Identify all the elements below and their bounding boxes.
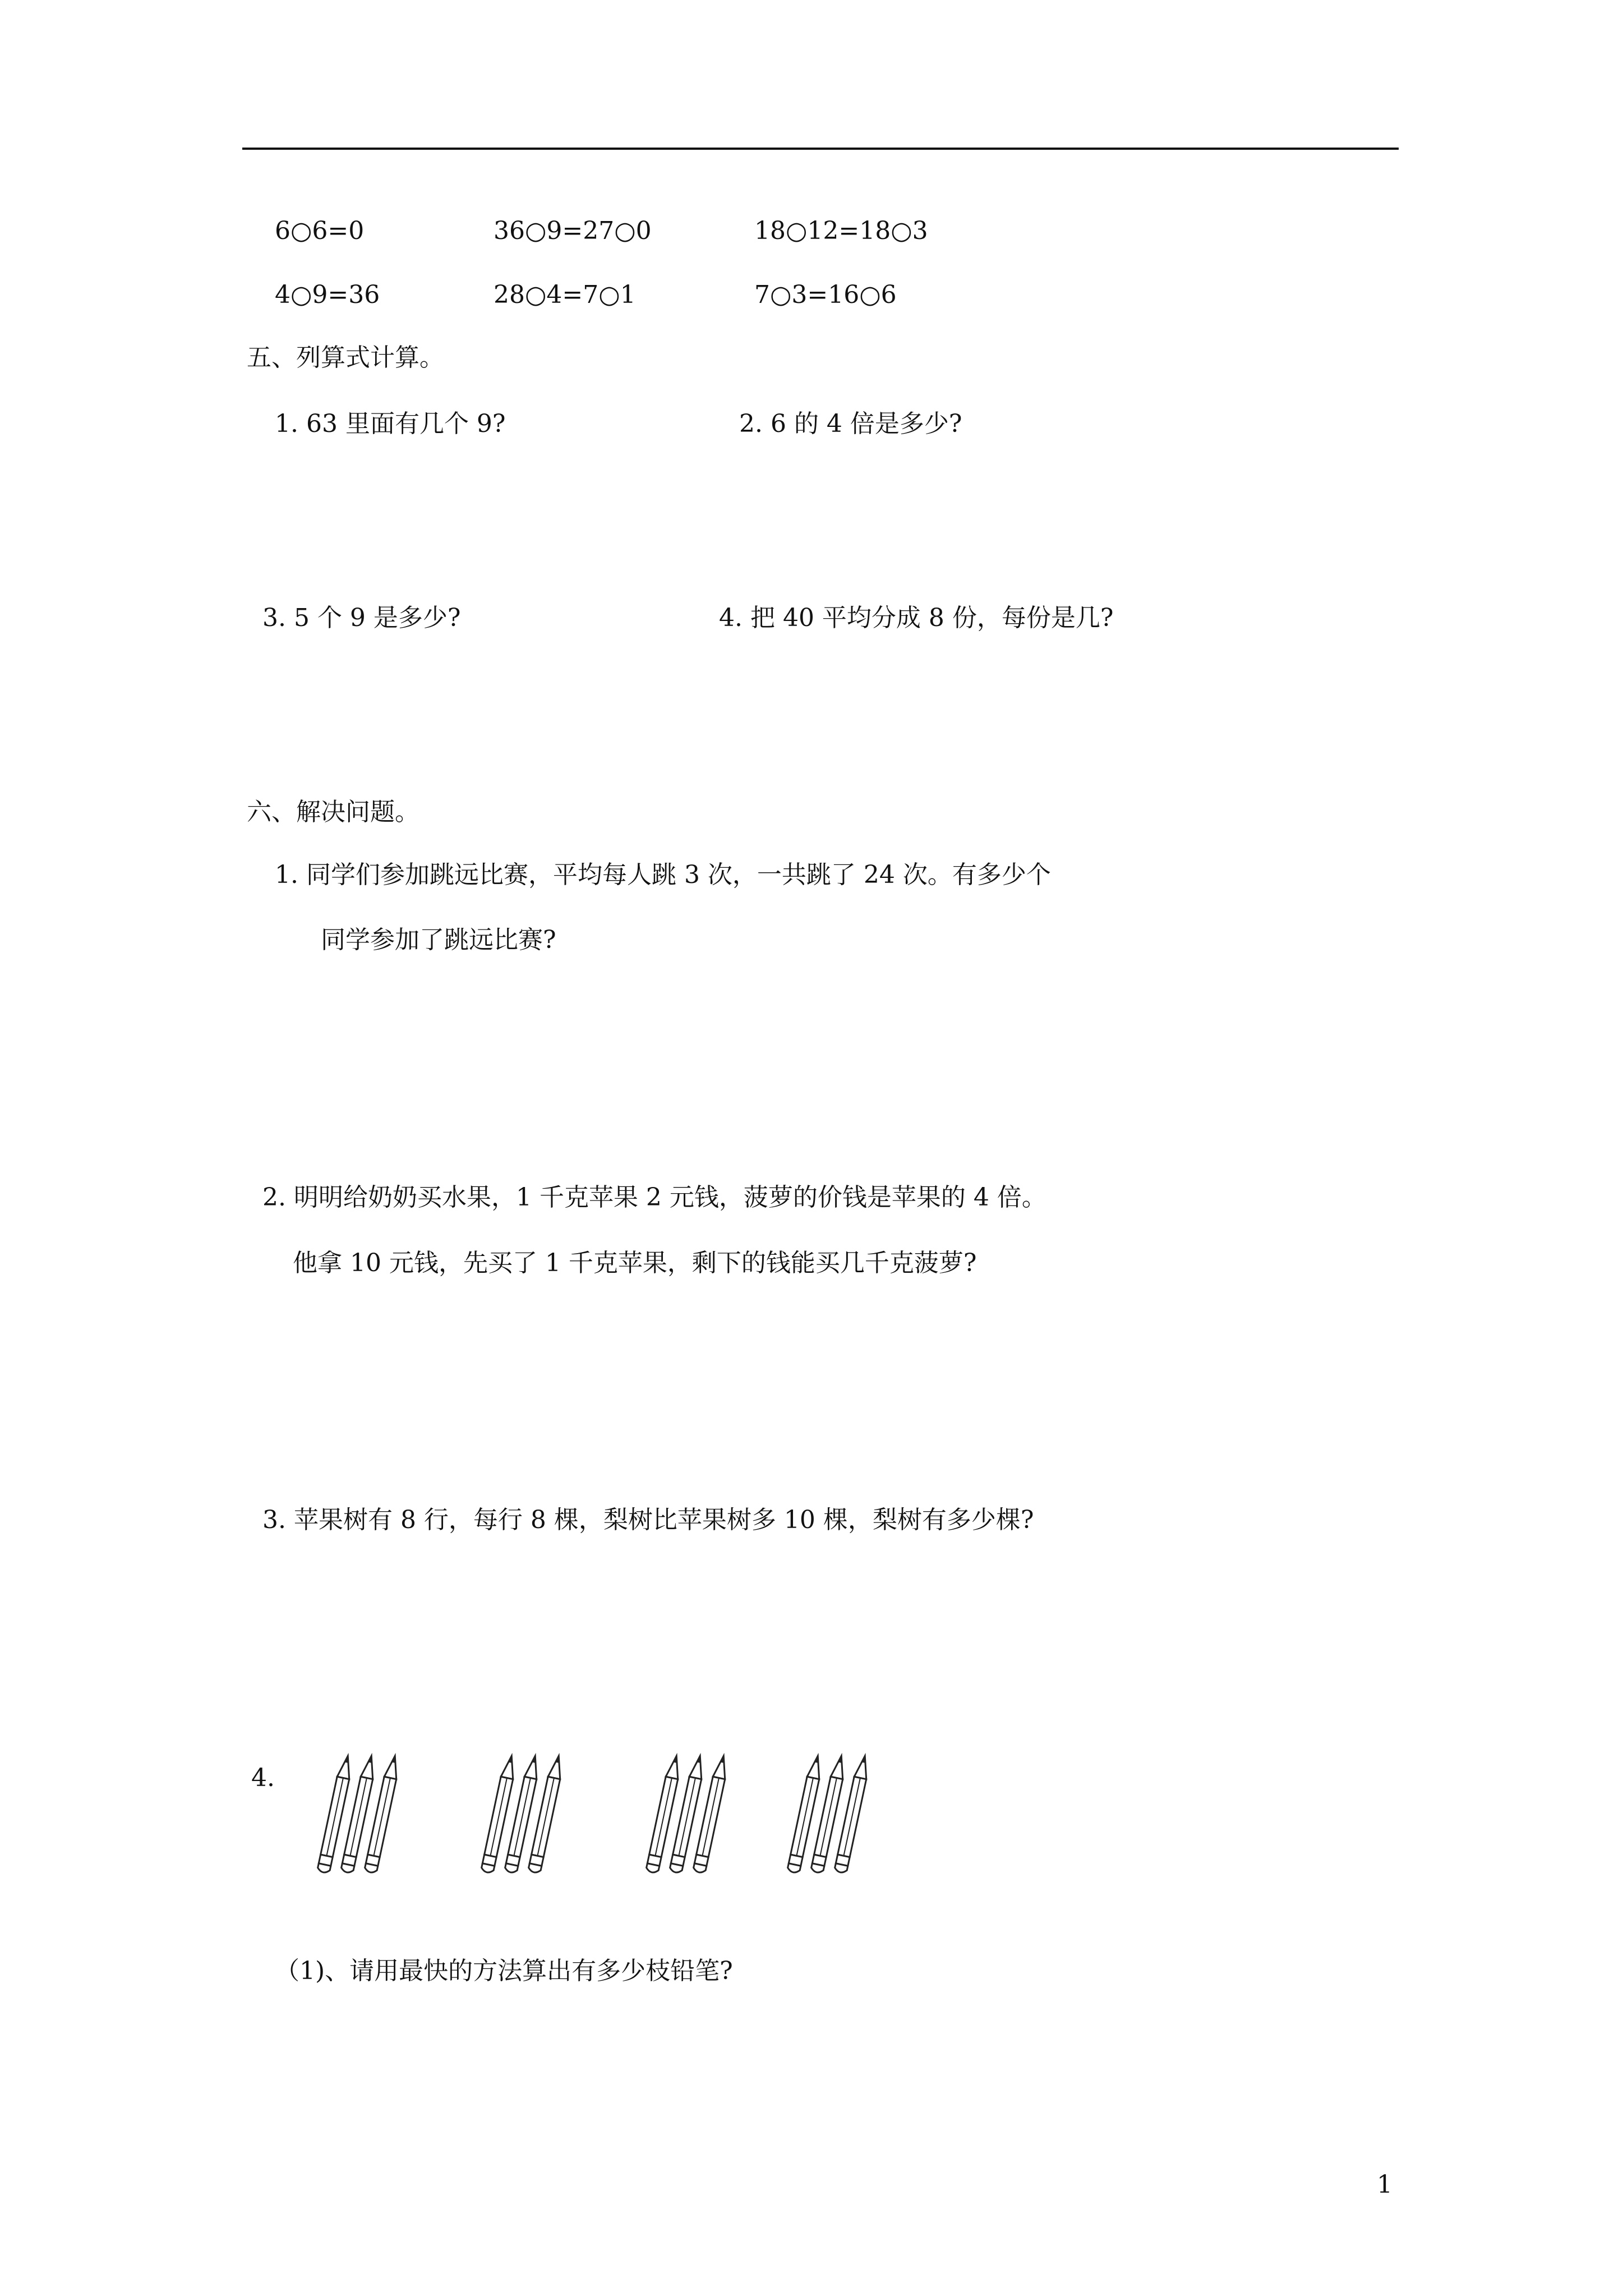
op-r2c3: 7○3=16○6 <box>754 280 897 309</box>
op-r1c3: 18○12=18○3 <box>754 217 928 245</box>
section-6-title: 六、解决问题。 <box>247 798 419 826</box>
op-r2c2: 28○4=7○1 <box>494 280 636 309</box>
section-5-title: 五、列算式计算。 <box>247 343 444 372</box>
s6-problem-2-line-1: 2. 明明给奶奶买水果，1 千克苹果 2 元钱，菠萝的价钱是苹果的 4 倍。 <box>262 1183 1046 1212</box>
s6-problem-1-line-2: 同学参加了跳远比赛? <box>321 926 556 954</box>
s6-problem-1-line-1: 1. 同学们参加跳远比赛，平均每人跳 3 次，一共跳了 24 次。有多少个 <box>275 861 1051 889</box>
s5-question-1: 1. 63 里面有几个 9? <box>275 409 506 438</box>
s6-problem-4-label: 4. <box>251 1764 275 1792</box>
header-rule <box>242 148 1399 150</box>
op-r1c2: 36○9=27○0 <box>494 217 652 245</box>
s6-problem-3: 3. 苹果树有 8 行，每行 8 棵，梨树比苹果树多 10 棵，梨树有多少棵? <box>262 1506 1034 1534</box>
s5-question-4: 4. 把 40 平均分成 8 份，每份是几? <box>719 604 1114 632</box>
op-r1c1: 6○6=0 <box>275 217 365 245</box>
page-number: 1 <box>1377 2170 1393 2199</box>
s6-problem-2-line-2: 他拿 10 元钱，先买了 1 千克苹果，剩下的钱能买几千克菠萝? <box>293 1249 977 1277</box>
s6-problem-4-subquestion-1: （1)、请用最快的方法算出有多少枝铅笔? <box>275 1957 733 1985</box>
pencil-illustration <box>314 1750 886 1879</box>
s5-question-2: 2. 6 的 4 倍是多少? <box>739 409 962 438</box>
s5-question-3: 3. 5 个 9 是多少? <box>262 604 461 632</box>
op-r2c1: 4○9=36 <box>275 280 380 309</box>
